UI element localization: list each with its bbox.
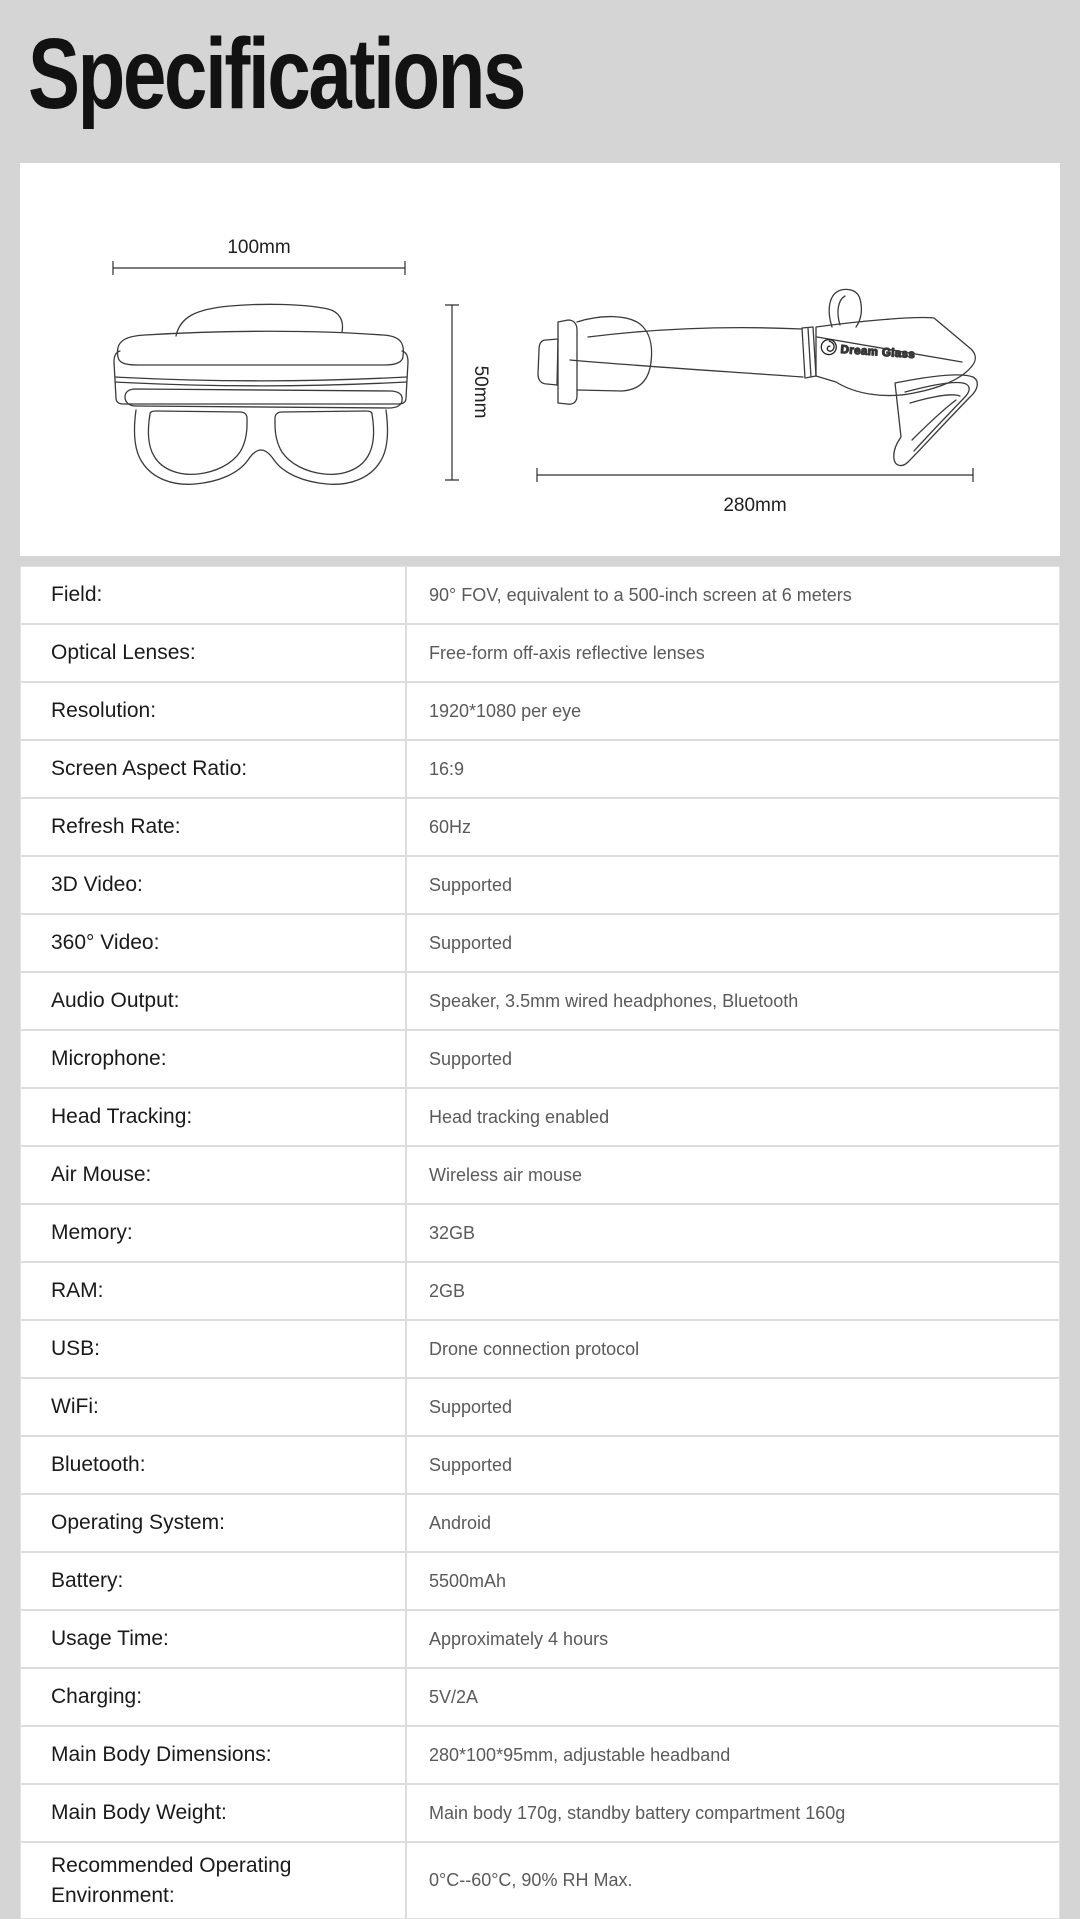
spec-value-text: 5V/2A (429, 1686, 479, 1707)
spec-table-row (21, 1785, 1059, 1843)
spec-label-text: Charging: (51, 1685, 143, 1708)
spec-label-text: 3D Video: (51, 873, 143, 896)
spec-value-cell (407, 799, 1059, 855)
spec-label-cell (21, 741, 407, 797)
spec-label-text: Bluetooth: (51, 1453, 146, 1476)
spec-label-cell (21, 1495, 407, 1551)
spec-value-cell (407, 1379, 1059, 1435)
spec-label-text: Recommended Operating Environment: (51, 1853, 292, 1907)
spec-label-text: Air Mouse: (51, 1163, 152, 1186)
spec-value-text: Supported (429, 1048, 513, 1069)
spec-label-text: WiFi: (51, 1395, 99, 1418)
spec-value-cell (407, 915, 1059, 971)
spec-value-cell (407, 625, 1059, 681)
spec-value-cell (407, 1321, 1059, 1377)
spec-value-cell (407, 1843, 1059, 1918)
spec-label-text: Memory: (51, 1221, 133, 1244)
spec-value-text: Supported (429, 1454, 513, 1475)
spec-table-row (21, 683, 1059, 741)
spec-value-cell (407, 1727, 1059, 1783)
spec-label-text: Operating System: (51, 1511, 225, 1534)
spec-value-cell (407, 1437, 1059, 1493)
spec-table-row (21, 1379, 1059, 1437)
spec-label-cell (21, 1205, 407, 1261)
spec-table-row (21, 1553, 1059, 1611)
spec-label-text: Refresh Rate: (51, 815, 181, 838)
spec-table-row (21, 1321, 1059, 1379)
spec-table-row (21, 1205, 1059, 1263)
spec-label-cell (21, 683, 407, 739)
spec-label-text: USB: (51, 1337, 101, 1360)
spec-table-row (21, 973, 1059, 1031)
spec-label-cell (21, 1843, 407, 1918)
spec-table-row (21, 799, 1059, 857)
spec-label-cell (21, 1727, 407, 1783)
dimension-height-50mm (445, 305, 491, 480)
spec-table-row (21, 915, 1059, 973)
spec-label-cell (21, 1611, 407, 1667)
spec-label-cell (21, 625, 407, 681)
spec-value-text: Approximately 4 hours (429, 1628, 609, 1649)
spec-value-text: Main body 170g, standby battery compartment 160g (429, 1802, 846, 1823)
spec-label-text: 360° Video: (51, 931, 160, 954)
spec-value-text: Android (429, 1512, 492, 1533)
spec-value-text: Supported (429, 1396, 513, 1417)
brand-name-label: Dream Glass (840, 343, 916, 362)
spec-label-cell (21, 1031, 407, 1087)
spec-table-row (21, 1727, 1059, 1785)
spec-label-text: Resolution: (51, 699, 157, 722)
spec-table-row (21, 1089, 1059, 1147)
spec-table-row (21, 1843, 1059, 1918)
spec-label-text: Head Tracking: (51, 1105, 193, 1128)
spec-table (20, 566, 1060, 1919)
spec-label-cell (21, 1437, 407, 1493)
spec-value-text: 60Hz (429, 816, 472, 837)
spec-value-text: 1920*1080 per eye (429, 700, 582, 721)
spec-value-cell (407, 1031, 1059, 1087)
spec-label-cell (21, 1379, 407, 1435)
spec-label-cell (21, 1147, 407, 1203)
page-title: Specifications (28, 18, 525, 130)
spec-value-cell (407, 1553, 1059, 1609)
dimension-height-label: 50mm (470, 365, 491, 419)
spec-value-cell (407, 1611, 1059, 1667)
spec-value-text: 16:9 (429, 758, 465, 779)
spec-value-cell (407, 741, 1059, 797)
spec-value-cell (407, 567, 1059, 623)
spec-table-row (21, 1611, 1059, 1669)
spec-value-text: 0°C--60°C, 90% RH Max. (429, 1870, 633, 1890)
side-view-drawing (538, 289, 977, 465)
spec-label-text: Battery: (51, 1569, 124, 1592)
spec-label-text: Optical Lenses: (51, 641, 196, 664)
spec-label-cell (21, 857, 407, 913)
spec-table-row (21, 567, 1059, 625)
spec-table-row (21, 857, 1059, 915)
spec-label-text: Usage Time: (51, 1627, 169, 1650)
spec-table-row (21, 625, 1059, 683)
spec-label-cell (21, 1785, 407, 1841)
dimension-width-100mm (113, 237, 405, 275)
spec-value-text: Wireless air mouse (429, 1164, 583, 1185)
spec-label-cell (21, 1263, 407, 1319)
front-view-drawing (114, 304, 408, 484)
spec-label-text: Field: (51, 583, 103, 606)
spec-label-cell (21, 1089, 407, 1145)
spec-label-text: Audio Output: (51, 989, 180, 1012)
spec-value-cell (407, 1263, 1059, 1319)
spec-label-text: Main Body Dimensions: (51, 1743, 272, 1766)
spec-label-text: Main Body Weight: (51, 1801, 227, 1824)
spec-label-cell (21, 915, 407, 971)
spec-table-row (21, 1437, 1059, 1495)
dimension-length-280mm (537, 468, 973, 516)
spec-table-row (21, 1031, 1059, 1089)
spec-value-text: Supported (429, 932, 513, 953)
spec-table-row (21, 1669, 1059, 1727)
spec-value-cell (407, 973, 1059, 1029)
spec-value-cell (407, 1089, 1059, 1145)
dimension-length-label: 280mm (723, 495, 787, 516)
spec-table-row (21, 1495, 1059, 1553)
spec-value-cell (407, 1495, 1059, 1551)
spec-value-text: Head tracking enabled (429, 1106, 610, 1127)
spec-value-cell (407, 857, 1059, 913)
spec-value-text: 2GB (429, 1280, 466, 1301)
spiral-logo-icon (821, 339, 837, 355)
spec-label-text: Microphone: (51, 1047, 167, 1070)
spec-value-text: 280*100*95mm, adjustable headband (429, 1744, 731, 1765)
spec-label-cell (21, 1669, 407, 1725)
spec-value-text: Drone connection protocol (429, 1338, 640, 1359)
spec-value-cell (407, 1785, 1059, 1841)
spec-value-cell (407, 1205, 1059, 1261)
spec-label-cell (21, 1553, 407, 1609)
spec-value-cell (407, 683, 1059, 739)
spec-label-cell (21, 799, 407, 855)
spec-table-row (21, 741, 1059, 799)
product-diagram-card (20, 163, 1060, 556)
spec-label-cell (21, 1321, 407, 1377)
spec-table-row (21, 1263, 1059, 1321)
dimension-width-label: 100mm (227, 237, 291, 258)
spec-value-cell (407, 1669, 1059, 1725)
brand-logo (821, 339, 916, 361)
spec-value-text: Free-form off-axis reflective lenses (429, 642, 705, 663)
spec-label-cell (21, 567, 407, 623)
spec-label-cell (21, 973, 407, 1029)
spec-label-text: Screen Aspect Ratio: (51, 757, 248, 780)
spec-value-text: 5500mAh (429, 1570, 507, 1591)
spec-value-text: Supported (429, 874, 513, 895)
spec-value-text: 90° FOV, equivalent to a 500-inch screen at 6 meters (429, 584, 852, 605)
spec-table-row (21, 1147, 1059, 1205)
spec-value-text: 32GB (429, 1222, 476, 1243)
spec-value-text: Speaker, 3.5mm wired headphones, Bluetooth (429, 990, 799, 1011)
product-line-drawing (20, 163, 1060, 556)
spec-label-text: RAM: (51, 1279, 104, 1302)
spec-value-cell (407, 1147, 1059, 1203)
